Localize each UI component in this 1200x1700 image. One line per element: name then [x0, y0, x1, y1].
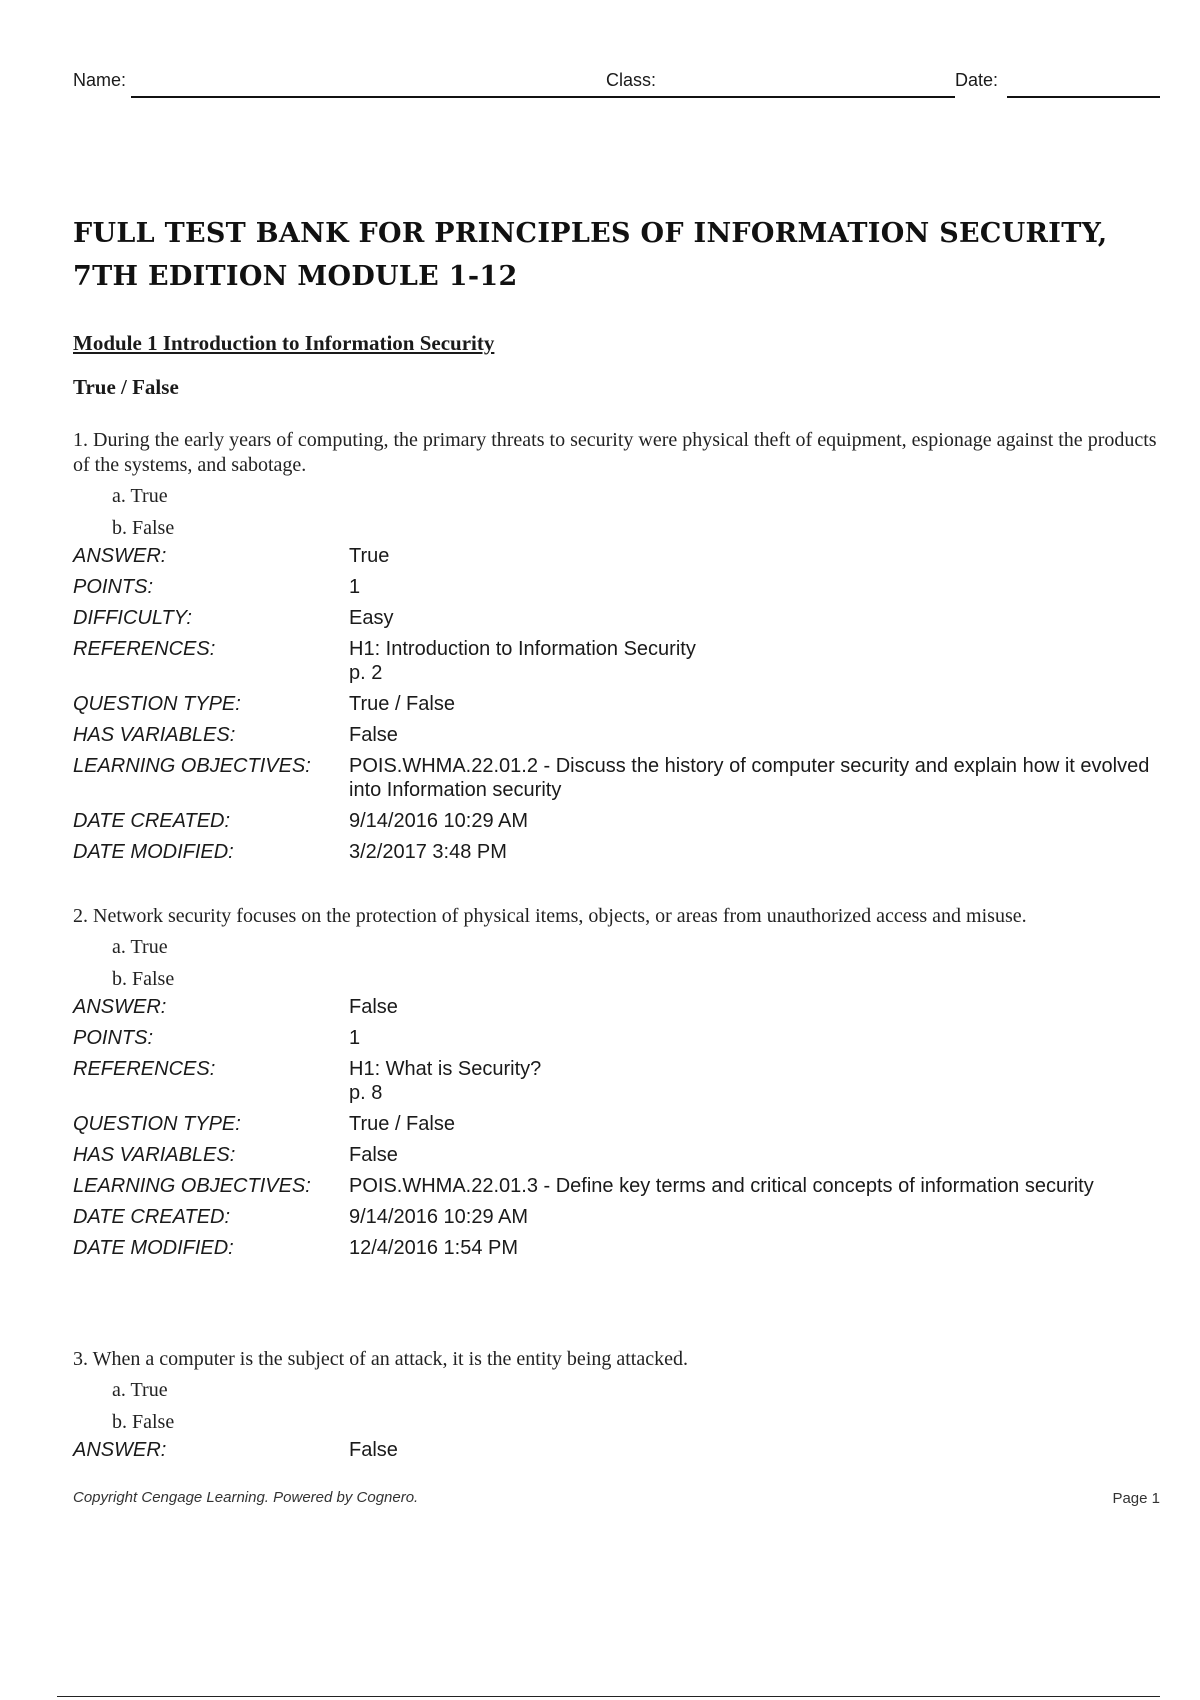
meta-value: False — [349, 724, 398, 746]
meta-value: POIS.WHMA.22.01.2 - Discuss the history of computer security and explain how it evolved into Information security — [349, 755, 1150, 801]
question-stem: 2. Network security focuses on the protection of physical items, objects, or areas from unauthorized access and misuse. — [73, 905, 1027, 927]
meta-key: DATE MODIFIED: — [73, 841, 234, 863]
meta-value: 1 — [349, 1027, 361, 1049]
question-2 — [73, 904, 1163, 1260]
class-label: Class: — [606, 70, 657, 90]
meta-row-answer — [73, 1438, 1163, 1462]
option-true: a. True — [112, 485, 168, 507]
page-number: Page 1 — [1112, 1490, 1160, 1507]
meta-key: ANSWER: — [73, 1439, 167, 1461]
question-metadata — [73, 544, 1163, 864]
module-heading: Module 1 Introduction to Information Security — [73, 331, 495, 355]
meta-key: REFERENCES: — [73, 1058, 216, 1080]
option-false: b. False — [112, 517, 175, 539]
name-label: Name: — [73, 70, 127, 90]
meta-value: 9/14/2016 10:29 AM — [349, 1206, 529, 1228]
meta-key: QUESTION TYPE: — [73, 1113, 241, 1135]
meta-key: DIFFICULTY: — [73, 607, 192, 629]
option-false: b. False — [112, 1411, 175, 1433]
meta-key: ANSWER: — [73, 545, 167, 567]
option-true: a. True — [112, 1379, 168, 1401]
meta-row-has-variables — [73, 1143, 1163, 1167]
meta-value: False — [349, 1144, 398, 1166]
footer-copyright: Copyright Cengage Learning. Powered by Cognero. — [73, 1489, 419, 1506]
meta-row-date-created — [73, 1205, 1163, 1229]
question-stem: 3. When a computer is the subject of an attack, it is the entity being attacked. — [73, 1348, 688, 1370]
meta-value: POIS.WHMA.22.01.3 - Define key terms and critical concepts of information security — [349, 1175, 1094, 1197]
meta-key: QUESTION TYPE: — [73, 693, 241, 715]
date-label: Date: — [955, 70, 999, 90]
meta-value-page: p. 8 — [349, 1082, 383, 1104]
meta-value: 12/4/2016 1:54 PM — [349, 1237, 519, 1259]
meta-key: HAS VARIABLES: — [73, 1144, 236, 1166]
meta-key: DATE CREATED: — [73, 810, 231, 832]
meta-value: 1 — [349, 576, 361, 598]
question-metadata — [73, 1438, 1163, 1462]
meta-row-has-variables — [73, 723, 1163, 747]
meta-value: 9/14/2016 10:29 AM — [349, 810, 529, 832]
meta-value: True / False — [349, 693, 455, 715]
meta-row-points — [73, 575, 1163, 599]
meta-value: 3/2/2017 3:48 PM — [349, 841, 507, 863]
meta-row-references — [73, 637, 1163, 685]
name-blank-line — [131, 96, 671, 98]
header-fields — [73, 70, 1160, 100]
page-bottom-rule — [57, 1696, 1160, 1697]
meta-key: ANSWER: — [73, 996, 167, 1018]
option-true: a. True — [112, 936, 168, 958]
question-stem: 1. During the early years of computing, the primary threats to security were physical theft of equipment, espionage against the products of the systems, and sabotage. — [73, 429, 1157, 476]
meta-key: DATE MODIFIED: — [73, 1237, 234, 1259]
meta-key: POINTS: — [73, 1027, 154, 1049]
meta-key: LEARNING OBJECTIVES: — [73, 1175, 311, 1197]
meta-value: False — [349, 1439, 398, 1461]
meta-row-question-type — [73, 1112, 1163, 1136]
meta-row-learning-objectives — [73, 754, 1163, 802]
section-heading: True / False — [73, 375, 179, 399]
meta-value: H1: Introduction to Information Security — [349, 638, 696, 660]
meta-row-points — [73, 1026, 1163, 1050]
meta-row-date-modified — [73, 1236, 1163, 1260]
meta-row-answer — [73, 544, 1163, 568]
meta-key: LEARNING OBJECTIVES: — [73, 755, 311, 777]
meta-row-answer — [73, 995, 1163, 1019]
date-blank-line — [1007, 96, 1160, 98]
meta-row-learning-objectives — [73, 1174, 1163, 1198]
meta-key: DATE CREATED: — [73, 1206, 231, 1228]
meta-value: True — [349, 545, 390, 567]
meta-value-page: p. 2 — [349, 662, 383, 684]
meta-row-date-modified — [73, 840, 1163, 864]
meta-row-date-created — [73, 809, 1163, 833]
question-3 — [73, 1347, 1163, 1462]
meta-value: False — [349, 996, 398, 1018]
meta-row-difficulty — [73, 606, 1163, 630]
class-blank-line — [663, 96, 955, 98]
meta-row-references — [73, 1057, 1163, 1105]
meta-key: POINTS: — [73, 576, 154, 598]
meta-value: Easy — [349, 607, 394, 629]
meta-row-question-type — [73, 692, 1163, 716]
meta-key: HAS VARIABLES: — [73, 724, 236, 746]
document-title: FULL TEST BANK FOR PRINCIPLES OF INFORMATION SECURITY, 7TH EDITION MODULE 1-12 — [73, 218, 1108, 292]
meta-key: REFERENCES: — [73, 638, 216, 660]
question-metadata — [73, 995, 1163, 1260]
meta-value: H1: What is Security? — [349, 1058, 542, 1080]
option-false: b. False — [112, 968, 175, 990]
question-1 — [73, 428, 1163, 864]
meta-value: True / False — [349, 1113, 455, 1135]
